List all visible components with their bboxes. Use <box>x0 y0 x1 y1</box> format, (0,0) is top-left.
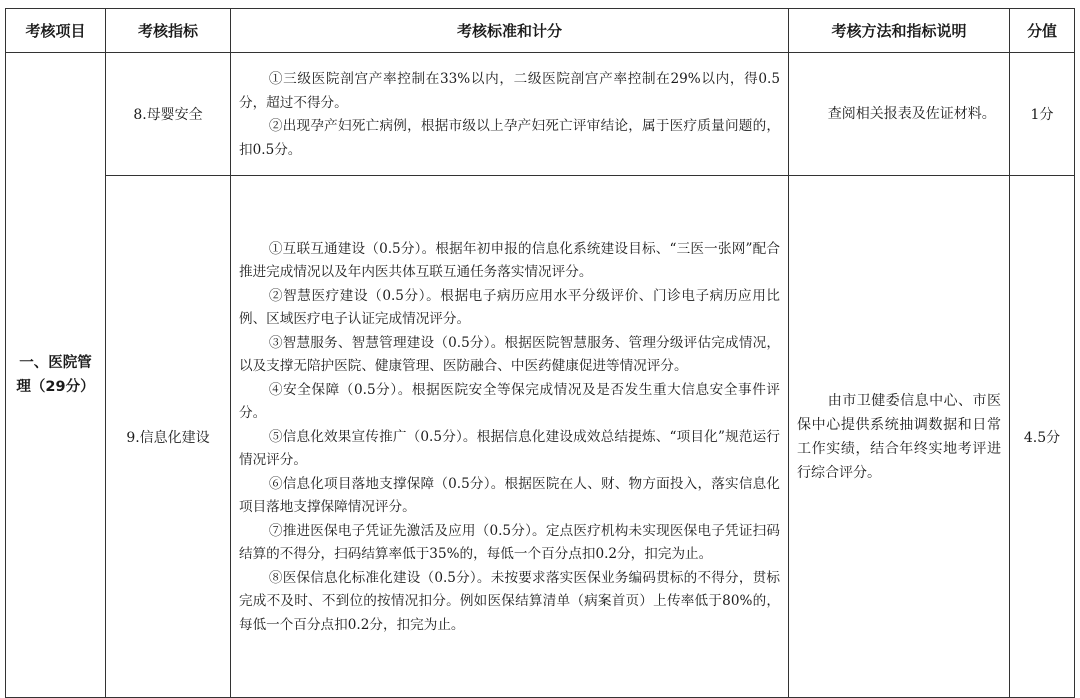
header-criteria: 考核标准和计分 <box>231 9 789 53</box>
category-cell: 一、医院管理（29分） <box>6 53 106 698</box>
method-cell <box>789 53 1010 176</box>
criteria-item: ①互联互通建设（0.5分）。根据年初申报的信息化系统建设目标、“三医一张网”配合推进完成情况以及年内医共体互联互通任务落实情况评分。 <box>239 240 780 281</box>
criteria-item: ②智慧医疗建设（0.5分）。根据电子病历应用水平分级评价、门诊电子病历应用比例、区域医疗电子认证完成情况评分。 <box>239 287 780 328</box>
criteria-item: ①三级医院剖宫产率控制在33%以内，二级医院剖宫产率控制在29%以内，得0.5分，超过不得分。 <box>239 71 780 111</box>
method-text: 查阅相关报表及佐证材料。 <box>827 106 996 122</box>
criteria-item: ②出现孕产妇死亡病例，根据市级以上孕产妇死亡评审结论，属于医疗质量问题的，扣0.5分。 <box>239 118 780 158</box>
score-cell: 4.5分 <box>1010 176 1075 698</box>
score-cell: 1分 <box>1010 53 1075 176</box>
criteria-cell <box>231 176 789 698</box>
header-row <box>6 9 1075 53</box>
indicator-cell: 9.信息化建设 <box>106 176 231 698</box>
header-method: 考核方法和指标说明 <box>789 9 1010 53</box>
header-indicator: 考核指标 <box>106 9 231 53</box>
method-cell <box>789 176 1010 698</box>
table-row <box>6 53 1075 176</box>
criteria-cell <box>231 53 789 176</box>
criteria-item: ⑥信息化项目落地支撑保障（0.5分）。根据医院在人、财、物方面投入，落实信息化项目落地支撑保障情况评分。 <box>239 475 780 516</box>
criteria-item: ⑤信息化效果宣传推广（0.5分）。根据信息化建设成效总结提炼、“项目化”规范运行情况评分。 <box>239 428 780 469</box>
criteria-item: ⑦推进医保电子凭证先激活及应用（0.5分）。定点医疗机构未实现医保电子凭证扫码结算的不得分，扫码结算率低于35%的，每低一个百分点扣0.2分，扣完为止。 <box>239 522 780 563</box>
criteria-item: ④安全保障（0.5分）。根据医院安全等保完成情况及是否发生重大信息安全事件评分。 <box>239 381 780 422</box>
criteria-item: ③智慧服务、智慧管理建设（0.5分）。根据医院智慧服务、管理分级评估完成情况，以及支撑无陪护医院、健康管理、医防融合、中医药健康促进等情况评分。 <box>239 334 780 375</box>
assessment-table <box>5 8 1075 698</box>
header-score: 分值 <box>1010 9 1075 53</box>
criteria-item: ⑧医保信息化标准化建设（0.5分）。未按要求落实医保业务编码贯标的不得分，贯标完成不及时、不到位的按情况扣分。例如医保结算清单（病案首页）上传率低于80%的，每低一个百分点扣0.2分，扣完为止。 <box>239 569 780 633</box>
method-text: 由市卫健委信息中心、市医保中心提供系统抽调数据和日常工作实绩，结合年终实地考评进行综合评分。 <box>797 392 1001 481</box>
indicator-cell: 8.母婴安全 <box>106 53 231 176</box>
header-item: 考核项目 <box>6 9 106 53</box>
table-row <box>6 176 1075 698</box>
